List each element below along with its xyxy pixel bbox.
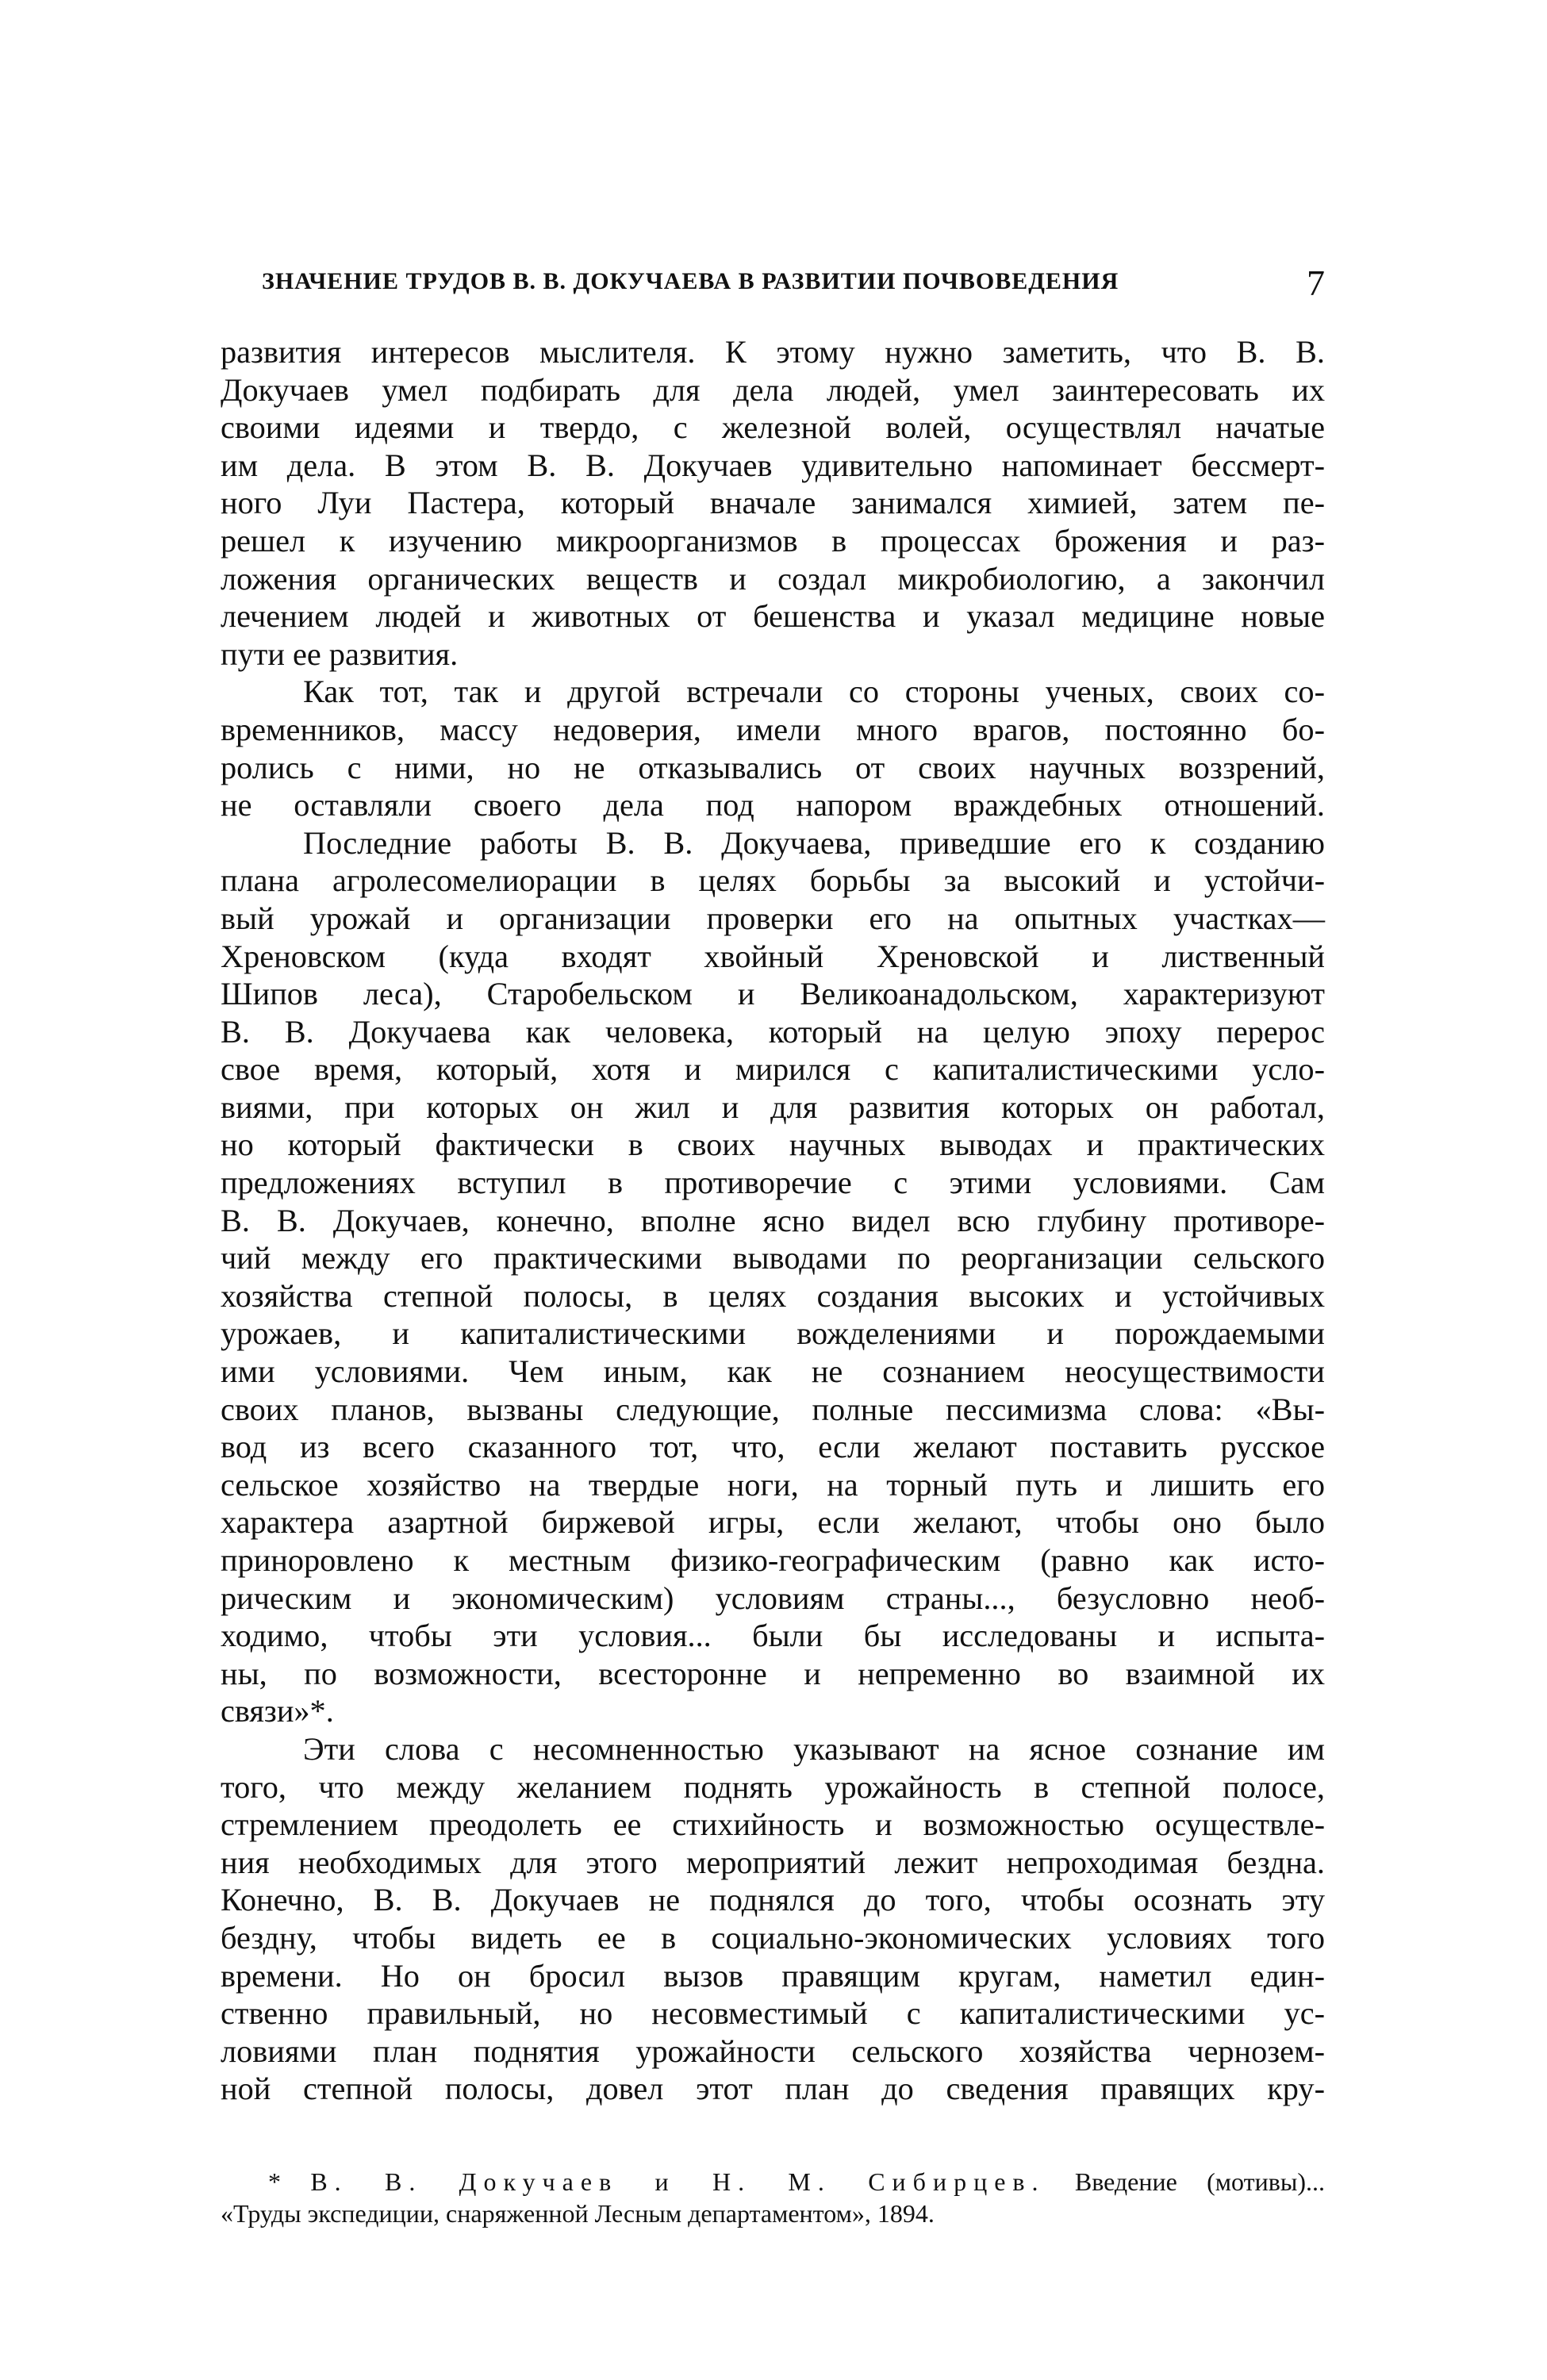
text-line: своих планов, вызваны следующие, полные пессимизма слова: «Вы-	[221, 1391, 1325, 1427]
paragraph-4	[221, 1730, 1325, 2108]
text-line: характера азартной биржевой игры, если желают, чтобы оно было	[221, 1504, 1325, 1541]
text-line: ходимо, чтобы эти условия... были бы исследованы и испыта-	[221, 1618, 1325, 1654]
text-line: но который фактически в своих научных выводах и практических	[221, 1127, 1325, 1163]
text-line: временников, массу недоверия, имели много врагов, постоянно бо-	[221, 711, 1325, 747]
text-line: вод из всего сказанного тот, что, если желают поставить русское	[221, 1429, 1325, 1465]
text-line: бездну, чтобы видеть ее в социально-экономических условиях того	[221, 1919, 1325, 1956]
text-line: чий между его практическими выводами по реорганизации сельского	[221, 1240, 1325, 1276]
text-line: ной степной полосы, довел этот план до сведения правящих кру-	[221, 2071, 1325, 2107]
page-number: 7	[1307, 263, 1325, 303]
footnote-title: Введение (мотивы)...	[1074, 2167, 1326, 2196]
text-line: Как тот, так и другой встречали со стороны ученых, своих со-	[303, 674, 1325, 710]
text-line: связи»*.	[221, 1693, 334, 1729]
text-line: своими идеями и твердо, с железной волей, осуществлял начатые	[221, 409, 1325, 446]
paragraph-1	[221, 333, 1325, 673]
text-line: сельское хозяйство на твердые ноги, на торный путь и лишить его	[221, 1466, 1325, 1503]
text-line: Хреновском (куда входят хвойный Хреновской и лиственный	[221, 938, 1325, 974]
text-line: В. В. Докучаева как человека, который на целую эпоху перерос	[221, 1013, 1325, 1050]
text-line: развития интересов мыслителя. К этому нужно заметить, что В. В.	[221, 334, 1325, 370]
text-line: ния необходимых для этого мероприятий лежит непроходимая бездна.	[221, 1844, 1325, 1880]
footnote	[221, 2166, 1325, 2229]
text-line: им дела. В этом В. В. Докучаев удивительно напоминает бессмерт-	[221, 447, 1325, 483]
text-line: плана агролесомелиорации в целях борьбы за высокий и устойчи-	[221, 862, 1325, 899]
text-line: того, что между желанием поднять урожайность в степной полосе,	[221, 1768, 1325, 1805]
text-line: хозяйства степной полосы, в целях создания высоких и устойчивых	[221, 1277, 1325, 1314]
text-line: времени. Но он бросил вызов правящим кругам, наметил един-	[221, 1957, 1325, 1994]
text-line: рическим и экономическим) условиям страны..., безусловно необ-	[221, 1580, 1325, 1616]
text-line: виями, при которых он жил и для развития которых он работал,	[221, 1088, 1325, 1125]
text-line: предложениях вступил в противоречие с этими условиями. Сам	[221, 1165, 1325, 1201]
paragraph-3	[221, 824, 1325, 1730]
text-line: ложения органических веществ и создал микробиологию, а закончил	[221, 560, 1325, 597]
text-line: ими условиями. Чем иным, как не сознанием неосуществимости	[221, 1353, 1325, 1390]
text-line: Эти слова с несомненностью указывают на ясное сознание им	[303, 1730, 1325, 1767]
text-line: приноровлено к местным физико-географическим (равно как исто-	[221, 1542, 1325, 1578]
text-line: ролись с ними, но не отказывались от своих научных воззрений,	[221, 749, 1325, 785]
text-line: Конечно, В. В. Докучаев не поднялся до того, чтобы осознать эту	[221, 1882, 1325, 1918]
text-line: Докучаев умел подбирать для дела людей, умел заинтересовать их	[221, 371, 1325, 408]
text-line: ственно правильный, но несовместимый с капиталистическими ус-	[221, 1995, 1325, 2032]
running-title: ЗНАЧЕНИЕ ТРУДОВ В. В. ДОКУЧАЕВА В РАЗВИТИИ ПОЧВОВЕДЕНИЯ	[262, 268, 1119, 294]
footnote-authors: В. В. Докучаев и Н. М. Сибирцев.	[310, 2167, 1046, 2196]
footnote-line-1	[221, 2166, 1325, 2198]
text-line: свое время, который, хотя и мирился с капиталистическими усло-	[221, 1051, 1325, 1088]
footnote-marker: *	[268, 2167, 281, 2196]
footnote-source: «Труды экспедиции, снаряженной Лесным департаментом», 1894.	[221, 2199, 935, 2228]
text-line: не оставляли своего дела под напором враждебных отношений.	[221, 787, 1325, 823]
paragraph-2	[221, 673, 1325, 823]
text-line: В. В. Докучаев, конечно, вполне ясно видел всю глубину противоре-	[221, 1202, 1325, 1238]
text-line: стремлением преодолеть ее стихийность и возможностью осуществле-	[221, 1806, 1325, 1843]
text-line: вый урожай и организации проверки его на опытных участках—	[221, 900, 1325, 936]
text-line: Шипов леса), Старобельском и Великоанадольском, характеризуют	[221, 976, 1325, 1012]
running-head	[262, 262, 1325, 309]
text-line: ны, по возможности, всесторонне и непременно во взаимной их	[221, 1655, 1325, 1691]
body-text	[221, 333, 1325, 2108]
text-line: урожаев, и капиталистическими вожделениями и порождаемыми	[221, 1315, 1325, 1352]
text-line: пути ее развития.	[221, 635, 459, 672]
text-line: ного Луи Пастера, который вначале занимался химией, затем пе-	[221, 485, 1325, 521]
text-line: Последние работы В. В. Докучаева, приведшие его к созданию	[303, 824, 1325, 861]
text-line: ловиями план поднятия урожайности сельского хозяйства чернозем-	[221, 2033, 1325, 2069]
text-line: решел к изучению микроорганизмов в процессах брожения и раз-	[221, 522, 1325, 559]
text-line: лечением людей и животных от бешенства и указал медицине новые	[221, 598, 1325, 635]
